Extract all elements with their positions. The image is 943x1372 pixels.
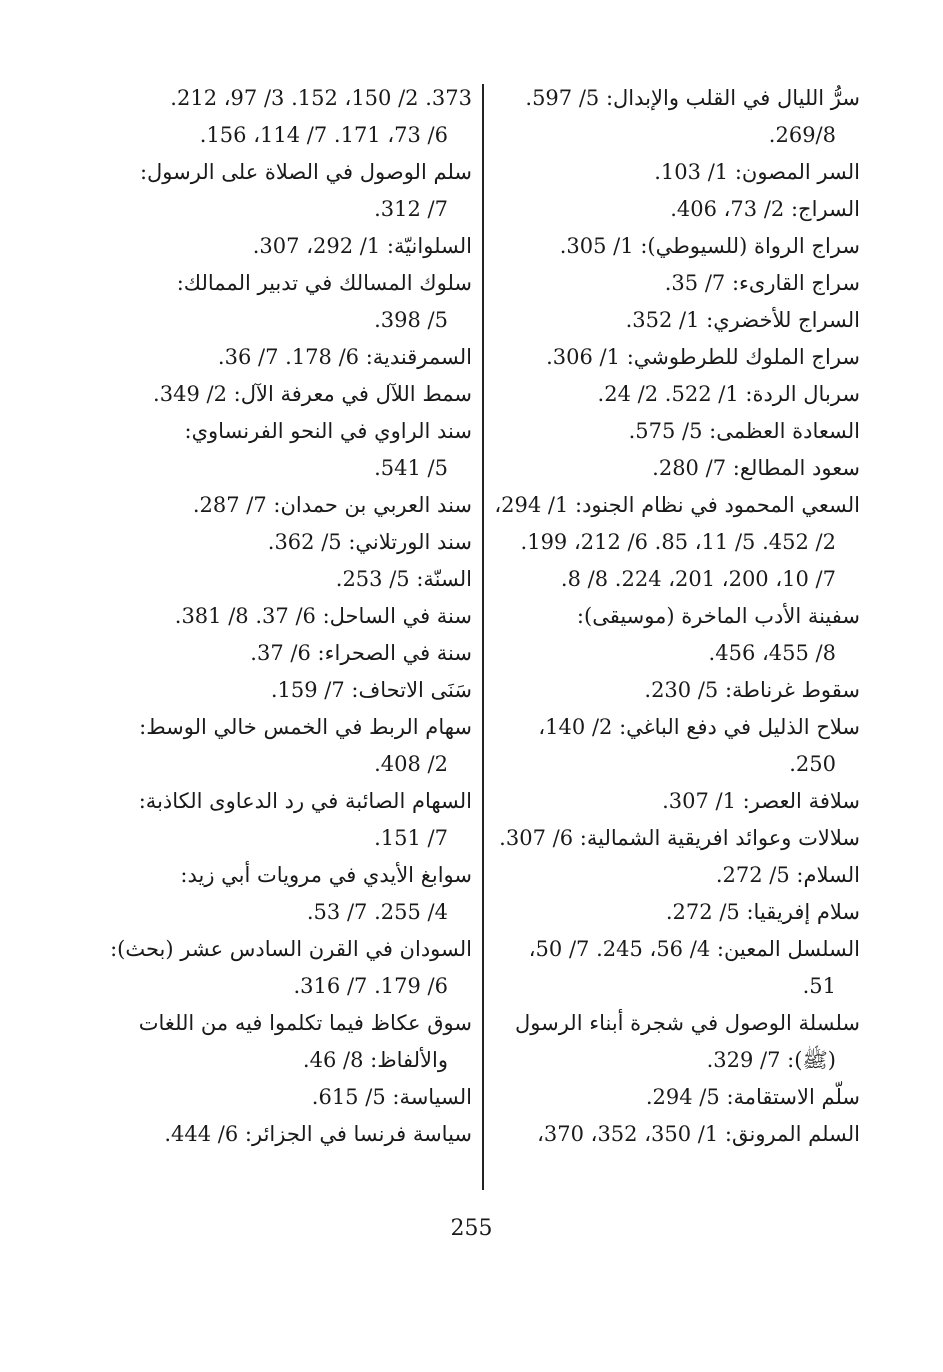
entry-continuation-line: 4/ 255. 7/ 53. <box>306 900 448 924</box>
index-entry <box>492 783 860 820</box>
index-entry <box>100 228 472 265</box>
left-column <box>100 80 472 1153</box>
entry-continuation-line: 2/ 408. <box>374 752 448 776</box>
index-entry <box>492 339 860 376</box>
index-entry <box>100 857 472 931</box>
entry-continuation-line: 6/ 73، 171. 7/ 114، 156. <box>199 123 448 147</box>
index-entry <box>100 80 472 154</box>
entry-line: سرُّ الليال في القلب والإبدال: 5/ 597. <box>525 86 860 110</box>
entry-line: سلاح الذليل في دفع الباغي: 2/ 140، <box>538 715 860 739</box>
index-entry <box>492 413 860 450</box>
entry-line: سراج الرواة (للسيوطي): 1/ 305. <box>559 234 860 258</box>
index-entry <box>492 820 860 857</box>
entry-continuation-line: 51. <box>802 974 836 998</box>
index-entry <box>492 931 860 1005</box>
entry-line: السنّة: 5/ 253. <box>335 567 472 591</box>
index-entry <box>100 598 472 635</box>
entry-line: سمط اللآل في معرفة الآل: 2/ 349. <box>153 382 472 406</box>
entry-line: سعود المطالع: 7/ 280. <box>652 456 860 480</box>
entry-line: السراج: 2/ 73، 406. <box>670 197 860 221</box>
entry-line: السلم المرونق: 1/ 350، 352، 370، <box>537 1122 860 1146</box>
index-entry <box>492 709 860 783</box>
entry-line: سلسلة الوصول في شجرة أبناء الرسول <box>515 1011 860 1035</box>
entry-line: سلالات وعوائد افريقية الشمالية: 6/ 307. <box>499 826 860 850</box>
index-entry <box>492 265 860 302</box>
entry-line: سياسة فرنسا في الجزائر: 6/ 444. <box>164 1122 472 1146</box>
index-entry <box>492 487 860 598</box>
index-entry <box>492 80 860 154</box>
index-entry <box>100 561 472 598</box>
entry-line: سنة في الصحراء: 6/ 37. <box>250 641 472 665</box>
entry-continuation-line: 269/8. <box>768 123 836 147</box>
entry-continuation-line: 7/ 151. <box>374 826 448 850</box>
entry-line: سند الراوي في النحو الفرنساوي: <box>184 419 472 443</box>
entry-line: السودان في القرن السادس عشر (بحث): <box>110 937 472 961</box>
index-entry <box>492 857 860 894</box>
entry-line: سراج الملوك للطرطوشي: 1/ 306. <box>546 345 860 369</box>
entry-line: سلوك المسالك في تدبير الممالك: <box>176 271 472 295</box>
entry-line: السلوانيّة: 1/ 292، 307. <box>252 234 472 258</box>
index-entry <box>100 783 472 857</box>
column-divider <box>482 84 484 1190</box>
entry-line: سلّم الاستقامة: 5/ 294. <box>645 1085 860 1109</box>
index-entry <box>492 154 860 191</box>
index-entry <box>492 450 860 487</box>
entry-continuation-line: 6/ 179. 7/ 316. <box>293 974 448 998</box>
entry-line: السراج للأخضري: 1/ 352. <box>625 308 860 332</box>
entry-line: سلام إفريقيا: 5/ 272. <box>665 900 860 924</box>
entry-line: سقوط غرناطة: 5/ 230. <box>644 678 860 702</box>
entry-line: السهام الصائبة في رد الدعاوى الكاذبة: <box>138 789 472 813</box>
entry-line: سوق عكاظ فيما تكلموا فيه من اللغات <box>138 1011 472 1035</box>
entry-line: السمرقندية: 6/ 178. 7/ 36. <box>217 345 472 369</box>
entry-line: السلسل المعين: 4/ 56، 245. 7/ 50، <box>528 937 860 961</box>
page-number: 255 <box>450 1216 493 1241</box>
entry-continuation-line: 250. <box>789 752 836 776</box>
entry-continuation-line: 7/ 10، 200، 201، 224. 8/ 8. <box>560 567 836 591</box>
entry-line: السياسة: 5/ 615. <box>311 1085 472 1109</box>
index-entry <box>100 154 472 228</box>
entry-line: سوابغ الأيدي في مرويات أبي زيد: <box>180 863 472 887</box>
index-entry <box>492 302 860 339</box>
index-entry <box>492 376 860 413</box>
entry-line: السعادة العظمى: 5/ 575. <box>628 419 860 443</box>
index-entry <box>100 931 472 1005</box>
index-entry <box>492 1116 860 1153</box>
entry-continuation-line: والألفاظ: 8/ 46. <box>302 1048 448 1072</box>
index-entry <box>100 524 472 561</box>
entry-continuation-line: 5/ 398. <box>374 308 448 332</box>
entry-continuation-line: 7/ 312. <box>374 197 448 221</box>
entry-line: سلم الوصول في الصلاة على الرسول: <box>139 160 472 184</box>
index-entry <box>100 1005 472 1079</box>
entry-line: السر المصون: 1/ 103. <box>654 160 860 184</box>
entry-line: سند العربي بن حمدان: 7/ 287. <box>192 493 472 517</box>
entry-continuation-line: (ﷺ): 7/ 329. <box>706 1048 836 1072</box>
entry-continuation-line: 8/ 455، 456. <box>708 641 836 665</box>
entry-line: سهام الربط في الخمس خالي الوسط: <box>139 715 472 739</box>
index-entry <box>100 487 472 524</box>
index-entry <box>100 635 472 672</box>
entry-continuation-line: 2/ 452. 5/ 11، 85. 6/ 212، 199. <box>520 530 836 554</box>
entry-line: سربال الردة: 1/ 522. 2/ 24. <box>597 382 860 406</box>
index-entry <box>100 1079 472 1116</box>
entry-line: سراج القارىء: 7/ 35. <box>664 271 860 295</box>
entry-line: سلافة العصر: 1/ 307. <box>662 789 860 813</box>
entry-line: سَنَى الاتحاف: 7/ 159. <box>270 678 472 702</box>
index-entry <box>100 709 472 783</box>
entry-line: 373. 2/ 150، 152. 3/ 97، 212. <box>170 86 472 110</box>
entry-line: السلام: 5/ 272. <box>715 863 860 887</box>
index-entry <box>492 672 860 709</box>
index-entry <box>100 1116 472 1153</box>
index-entry <box>100 339 472 376</box>
entry-line: سفينة الأدب الماخرة (موسيقى): <box>576 604 860 628</box>
index-entry <box>100 413 472 487</box>
entry-line: السعي المحمود في نظام الجنود: 1/ 294، <box>494 493 860 517</box>
index-entry <box>100 265 472 339</box>
entry-line: سند الورتلاني: 5/ 362. <box>267 530 472 554</box>
index-entry <box>492 598 860 672</box>
entry-line: سنة في الساحل: 6/ 37. 8/ 381. <box>174 604 472 628</box>
entry-continuation-line: 5/ 541. <box>374 456 448 480</box>
index-entry <box>492 894 860 931</box>
right-column <box>492 80 860 1153</box>
index-entry <box>100 376 472 413</box>
index-entry <box>492 1079 860 1116</box>
index-entry <box>100 672 472 709</box>
index-entry <box>492 1005 860 1079</box>
index-entry <box>492 191 860 228</box>
index-entry <box>492 228 860 265</box>
